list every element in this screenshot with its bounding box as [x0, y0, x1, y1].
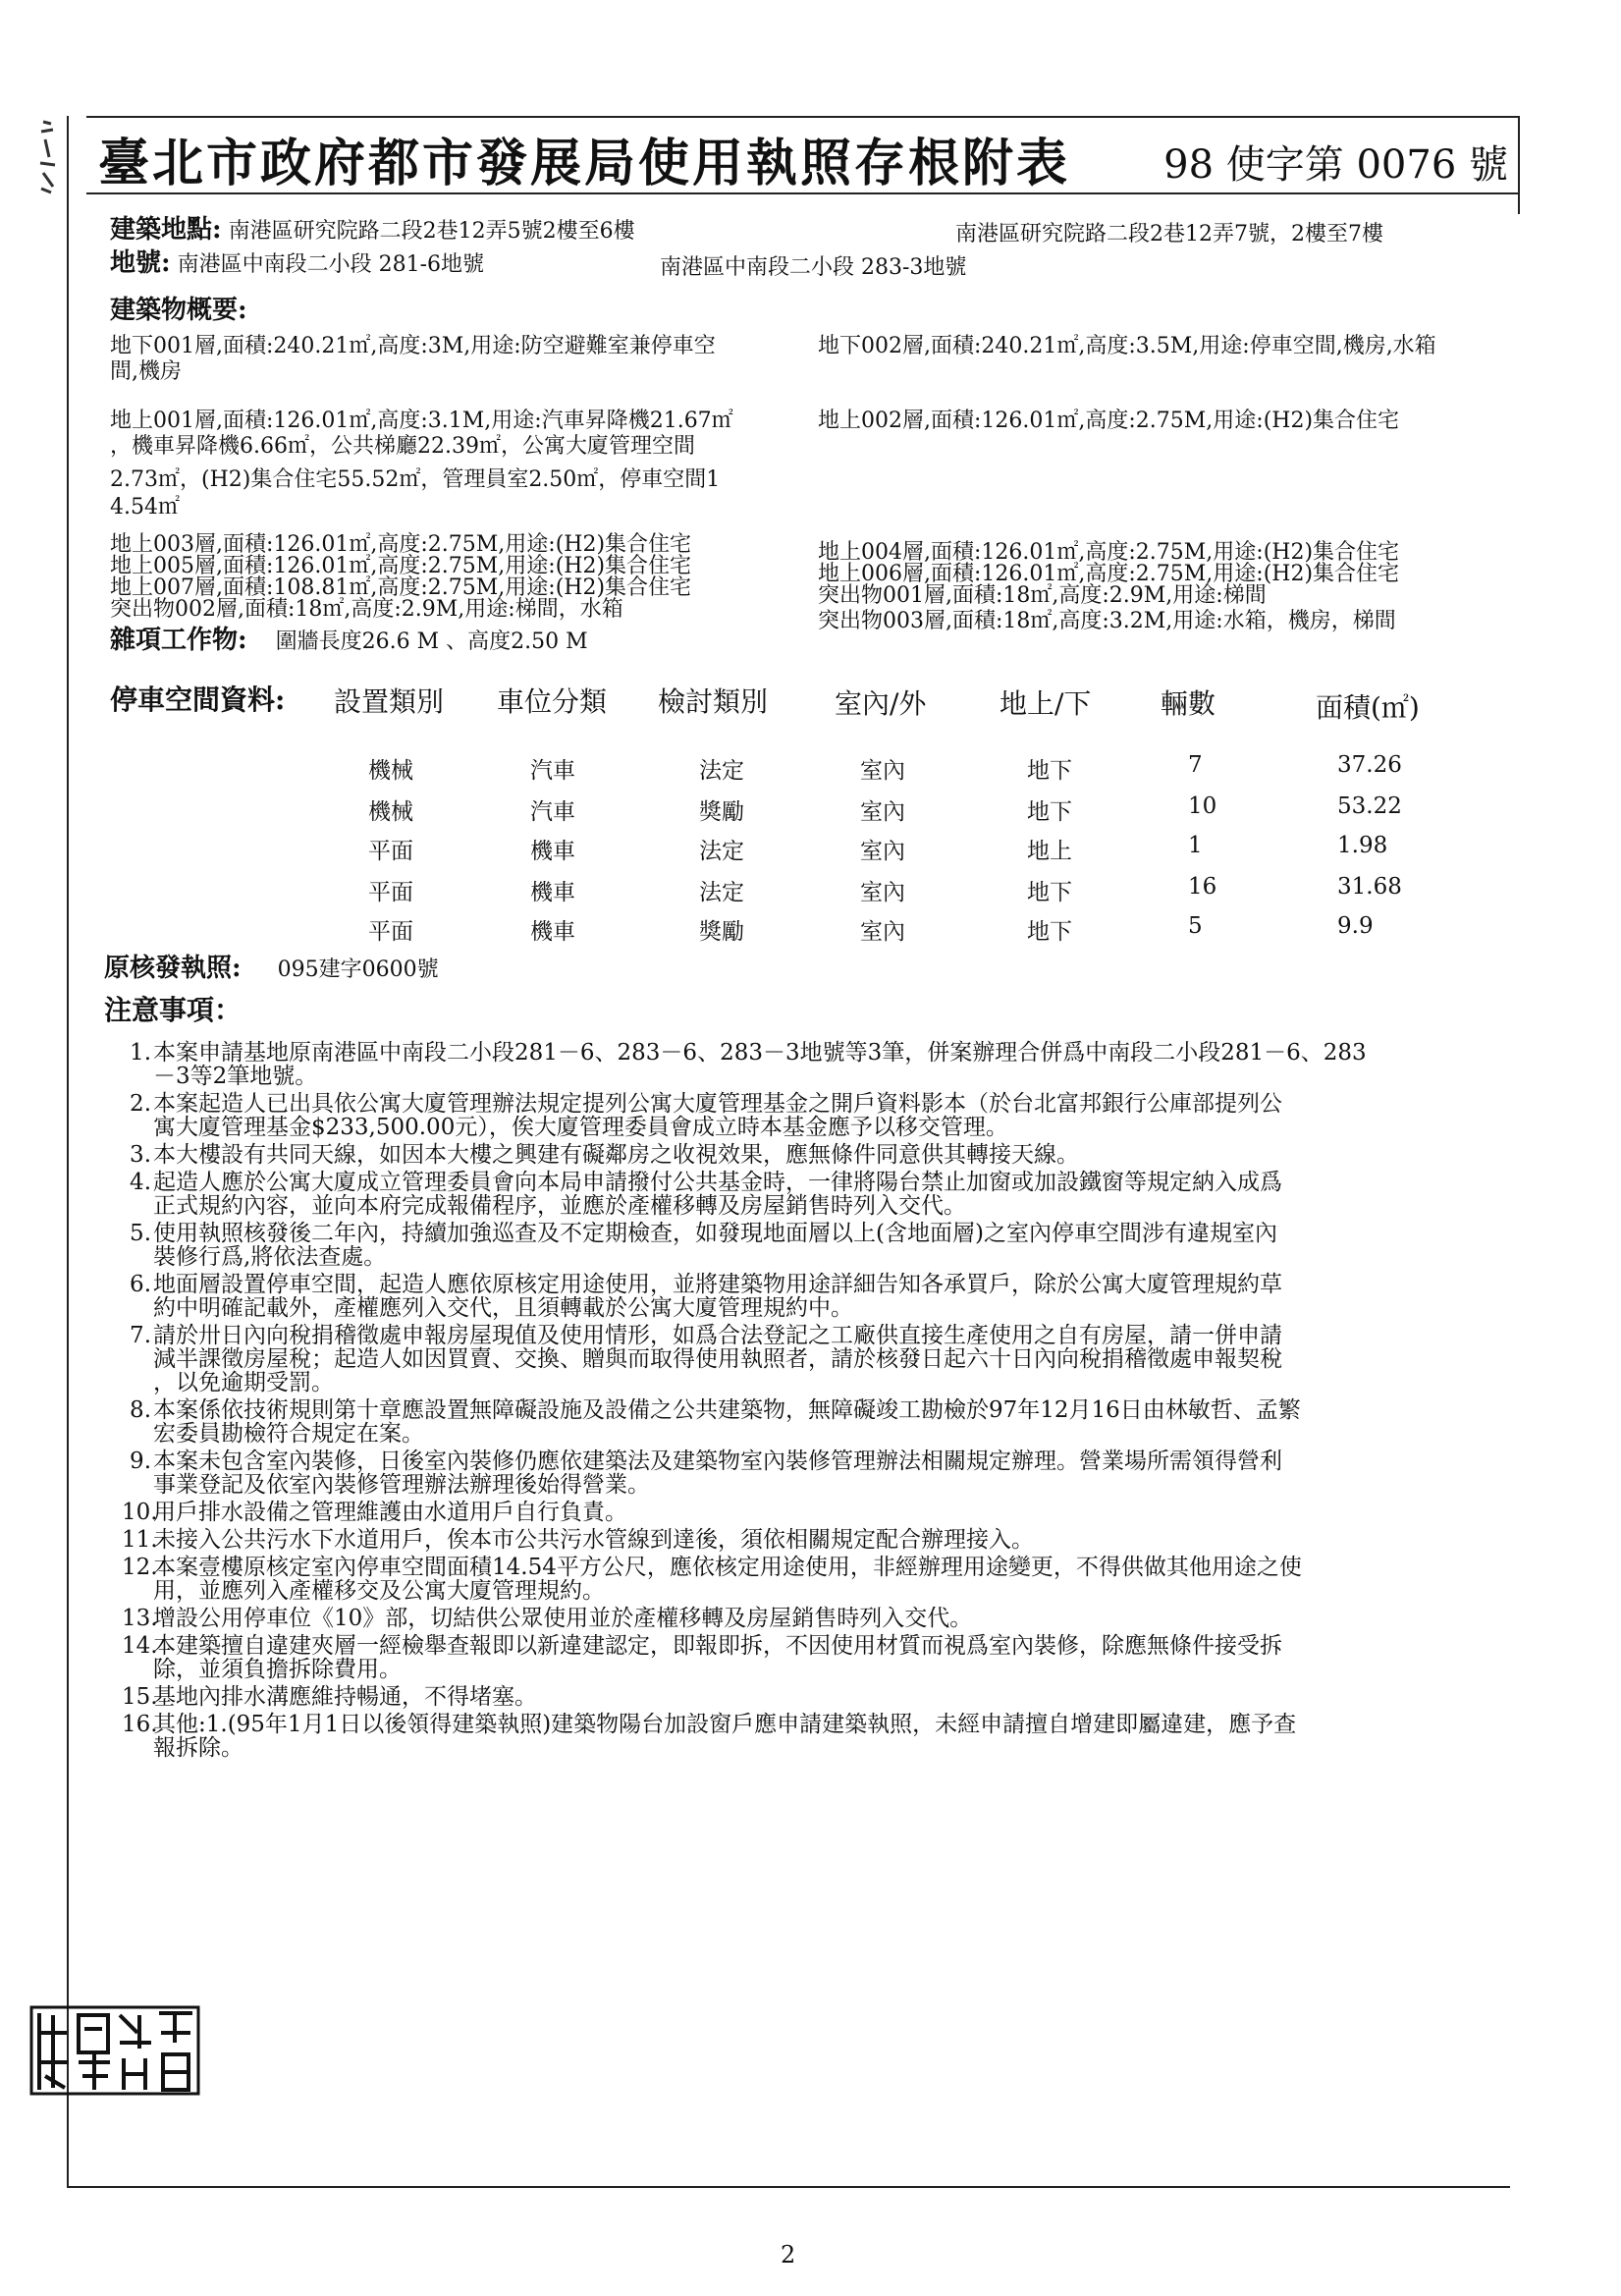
floor-b2-line1: 地下002層,面積:240.21㎡,高度:3.5M,用途:停車空間,機房,水箱 [818, 334, 1436, 358]
floor-5: 地上005層,面積:126.01㎡,高度:2.75M,用途:(H2)集合住宅 [110, 554, 692, 578]
note-text: 未接入公共污水下水道用戶，俟本市公共污水管線到達後，須依相關規定配合辦理接入。 [153, 1527, 1034, 1553]
misc-label: 雜項工作物: [110, 626, 247, 655]
note-number: 4 . [122, 1171, 151, 1194]
parking-cell: 地下 [1027, 880, 1072, 905]
parking-label: 停車空間資料: [110, 683, 286, 716]
floor-1-line3: 2.73㎡，(H2)集合住宅55.52㎡，管理員室2.50㎡，停車空間1 [110, 467, 721, 492]
parking-cell: 機械 [368, 799, 413, 825]
parking-cell: 地下 [1027, 919, 1072, 945]
note-text: 增設公用停車位《10》部，切結供公眾使用並於產權移轉及房屋銷售時列入交代。 [153, 1606, 973, 1631]
parking-cell: 16 [1188, 874, 1217, 900]
note-text: 起造人應於公寓大廈成立管理委員會向本局申請撥付公共基金時，一律將陽台禁止加窗或加設鐵窗等規定納入成爲 正式規約內容，並向本府完成報備程序，並應於產權移轉及房屋銷售時列入交代。 [153, 1170, 1282, 1219]
parking-header-4: 地上/下 [1000, 687, 1092, 720]
parking-header-5: 輛數 [1161, 687, 1216, 720]
official-seal-stamp-icon [29, 2003, 202, 2098]
parking-cell: 汽車 [530, 758, 575, 784]
note-item [122, 1634, 1516, 1681]
lot-1: 南港區中南段二小段 281-6地號 [177, 252, 485, 277]
permit-number: 98 使字第 0076 號 [1163, 142, 1508, 188]
parking-header-1: 車位分類 [497, 685, 608, 718]
parking-header-3: 室內/外 [835, 687, 927, 720]
location-1: 南港區研究院路二段2巷12弄5號2樓至6樓 [228, 219, 635, 244]
overview-label: 建築物概要: [110, 296, 247, 325]
frame-bottom-border [67, 2186, 1510, 2188]
parking-cell: 室內 [860, 880, 905, 905]
binding-mark-icon [37, 118, 59, 196]
note-item [122, 1171, 1516, 1218]
frame-right-border [1518, 116, 1520, 214]
floor-3: 地上003層,面積:126.01㎡,高度:2.75M,用途:(H2)集合住宅 [110, 532, 692, 557]
note-number: 10 . [122, 1501, 151, 1524]
note-text: 用戶排水設備之管理維護由水道用戶自行負責。 [153, 1500, 627, 1525]
parking-cell: 9.9 [1337, 913, 1374, 939]
note-number: 9 . [122, 1449, 151, 1473]
note-item [122, 1607, 1516, 1630]
note-number: 1 . [122, 1041, 151, 1065]
note-text: 本案係依技術規則第十章應設置無障礙設施及設備之公共建築物，無障礙竣工勘檢於97年12月16日由林敏哲、孟繁 宏委員勘檢符合規定在案。 [153, 1397, 1301, 1447]
note-number: 2 . [122, 1092, 151, 1116]
rooftop-3: 突出物003層,面積:18㎡,高度:3.2M,用途:水箱，機房，梯間 [818, 609, 1396, 633]
note-number: 13 . [122, 1607, 151, 1630]
note-number: 15 . [122, 1685, 151, 1709]
parking-cell: 機車 [530, 839, 575, 864]
original-permit-label: 原核發執照: [104, 954, 242, 983]
floor-1-line4: 4.54㎡ [110, 495, 180, 519]
frame-top-border [86, 116, 1520, 118]
note-text: 本案壹樓原核定室內停車空間面積14.54平方公尺，應依核定用途使用，非經辦理用途變更，不得供做其他用途之使 用，並應列入產權移交及公寓大廈管理規約。 [153, 1555, 1302, 1604]
parking-cell: 機械 [368, 758, 413, 784]
note-item [122, 1449, 1516, 1497]
parking-cell: 機車 [530, 919, 575, 945]
note-text: 請於卅日內向稅捐稽徵處申報房屋現值及使用情形，如爲合法登記之工廠供直接生產使用之自有房屋，請一併申請 減半課徵房屋稅；起造人如因買賣、交換、贈與而取得使用執照者，請於核發日起六十日內向稅捐稽徵處申報契稅 ，以免逾期受罰。 [153, 1323, 1282, 1395]
parking-cell: 室內 [860, 839, 905, 864]
floor-2-line1: 地上002層,面積:126.01㎡,高度:2.75M,用途:(H2)集合住宅 [818, 409, 1400, 433]
parking-cell: 獎勵 [699, 799, 744, 825]
note-item [122, 1556, 1516, 1603]
parking-cell: 地上 [1027, 839, 1072, 864]
rooftop-1: 突出物001層,面積:18㎡,高度:2.9M,用途:梯間 [818, 583, 1267, 608]
lot-row [110, 248, 485, 278]
note-number: 11 . [122, 1528, 151, 1552]
parking-header-2: 檢討類別 [658, 685, 769, 718]
note-text: 本大樓設有共同天線，如因本大樓之興建有礙鄰房之收視效果，應無條件同意供其轉接天線。 [153, 1142, 1079, 1168]
note-item [122, 1273, 1516, 1320]
floor-1-line2: ，機車昇降機6.66㎡，公共梯廳22.39㎡，公寓大廈管理空間 [110, 434, 695, 459]
note-number: 16 . [122, 1713, 151, 1736]
parking-cell: 5 [1188, 913, 1203, 939]
note-number: 5 . [122, 1222, 151, 1245]
note-item [122, 1222, 1516, 1269]
location-label: 建築地點: [110, 215, 222, 245]
misc-value: 圍牆長度26.6 M 、高度2.50 M [275, 629, 588, 654]
note-text: 基地內排水溝應維持暢通，不得堵塞。 [153, 1684, 537, 1710]
note-text: 本建築擅自違建夾層一經檢舉查報即以新違建認定，即報即拆，不因使用材質而視爲室內裝修，除應無條件接受拆 除，並須負擔拆除費用。 [153, 1633, 1282, 1682]
parking-cell: 1 [1188, 833, 1203, 858]
parking-cell: 31.68 [1337, 874, 1402, 900]
floor-b1-line1: 地下001層,面積:240.21㎡,高度:3M,用途:防空避難室兼停車空 [110, 334, 716, 358]
notes-label: 注意事項： [104, 994, 243, 1026]
note-item [122, 1398, 1516, 1446]
parking-cell: 10 [1188, 793, 1217, 819]
note-number: 3 . [122, 1143, 151, 1167]
lot-2: 南港區中南段二小段 283-3地號 [660, 255, 967, 280]
note-text: 其他:1.(95年1月1日以後領得建築執照)建築物陽台加設窗戶應申請建築執照，未經申請擅自增建即屬違建，應予查 報拆除。 [153, 1712, 1297, 1761]
note-number: 12 . [122, 1556, 151, 1579]
note-text: 本案起造人已出具依公寓大廈管理辦法規定提列公寓大廈管理基金之開戶資料影本（於台北富邦銀行公庫部提列公 寓大廈管理基金$233,500.00元），俟大廈管理委員會成立時本基金應予以移交管理。 [153, 1091, 1282, 1140]
parking-header-6: 面積(㎡) [1316, 691, 1420, 724]
original-permit-value: 095建字0600號 [277, 957, 439, 982]
location-2: 南港區研究院路二段2巷12弄7號，2樓至7樓 [955, 222, 1383, 246]
parking-cell: 37.26 [1337, 752, 1402, 778]
parking-cell: 法定 [699, 758, 744, 784]
floor-7: 地上007層,面積:108.81㎡,高度:2.75M,用途:(H2)集合住宅 [110, 575, 692, 600]
frame-left-border [67, 116, 69, 2188]
lot-label: 地號: [110, 248, 171, 278]
parking-cell: 室內 [860, 799, 905, 825]
page-title: 臺北市政府都市發展局使用執照存根附表 [98, 134, 1071, 193]
parking-cell: 法定 [699, 880, 744, 905]
floor-6: 地上006層,面積:126.01㎡,高度:2.75M,用途:(H2)集合住宅 [818, 562, 1400, 586]
note-text: 地面層設置停車空間，起造人應依原核定用途使用，並將建築物用途詳細告知各承買戶，除於公寓大廈管理規約草 約中明確記載外，產權應列入交代，且須轉載於公寓大廈管理規約中。 [153, 1272, 1282, 1321]
parking-cell: 平面 [368, 919, 413, 945]
note-number: 7 . [122, 1324, 151, 1347]
parking-cell: 平面 [368, 880, 413, 905]
note-item [122, 1685, 1516, 1709]
parking-cell: 平面 [368, 839, 413, 864]
parking-header-0: 設置類別 [334, 685, 445, 718]
note-item [122, 1041, 1516, 1088]
note-number: 8 . [122, 1398, 151, 1422]
parking-cell: 機車 [530, 880, 575, 905]
page-number: 2 [781, 2241, 796, 2269]
note-item [122, 1528, 1516, 1552]
parking-cell: 地下 [1027, 758, 1072, 784]
note-text: 本案未包含室內裝修，日後室內裝修仍應依建築法及建築物室內裝修管理辦法相關規定辦理。營業場所需領得營利 事業登記及依室內裝修管理辦法辦理後始得營業。 [153, 1449, 1282, 1498]
note-item [122, 1501, 1516, 1524]
site-location-row [110, 215, 635, 245]
original-permit-row [104, 954, 439, 983]
note-text: 使用執照核發後二年內，持續加強巡查及不定期檢查，如發現地面層以上(含地面層)之室內停車空間涉有違規室內 裝修行爲,將依法查處。 [153, 1221, 1277, 1270]
parking-cell: 53.22 [1337, 793, 1402, 819]
note-number: 14 . [122, 1634, 151, 1658]
note-item [122, 1092, 1516, 1139]
parking-cell: 地下 [1027, 799, 1072, 825]
floor-b2-line2: 間,機房 [110, 359, 182, 384]
notes-list [122, 1041, 1516, 1764]
rooftop-2: 突出物002層,面積:18㎡,高度:2.9M,用途:梯間，水箱 [110, 597, 623, 622]
misc-works-row [110, 626, 588, 655]
parking-cell: 室內 [860, 758, 905, 784]
parking-cell: 室內 [860, 919, 905, 945]
note-text: 本案申請基地原南港區中南段二小段281－6、283－6、283－3地號等3筆，併案辦理合併爲中南段二小段281－6、283 －3等2筆地號。 [153, 1040, 1367, 1089]
note-item [122, 1143, 1516, 1167]
floor-1-line1: 地上001層,面積:126.01㎡,高度:3.1M,用途:汽車昇降機21.67㎡ [110, 409, 733, 433]
floor-4: 地上004層,面積:126.01㎡,高度:2.75M,用途:(H2)集合住宅 [818, 540, 1400, 565]
note-item [122, 1713, 1516, 1760]
parking-cell: 法定 [699, 839, 744, 864]
note-number: 6 . [122, 1273, 151, 1296]
note-item [122, 1324, 1516, 1394]
parking-cell: 汽車 [530, 799, 575, 825]
parking-cell: 1.98 [1337, 833, 1388, 858]
parking-cell: 7 [1188, 752, 1203, 778]
parking-cell: 獎勵 [699, 919, 744, 945]
